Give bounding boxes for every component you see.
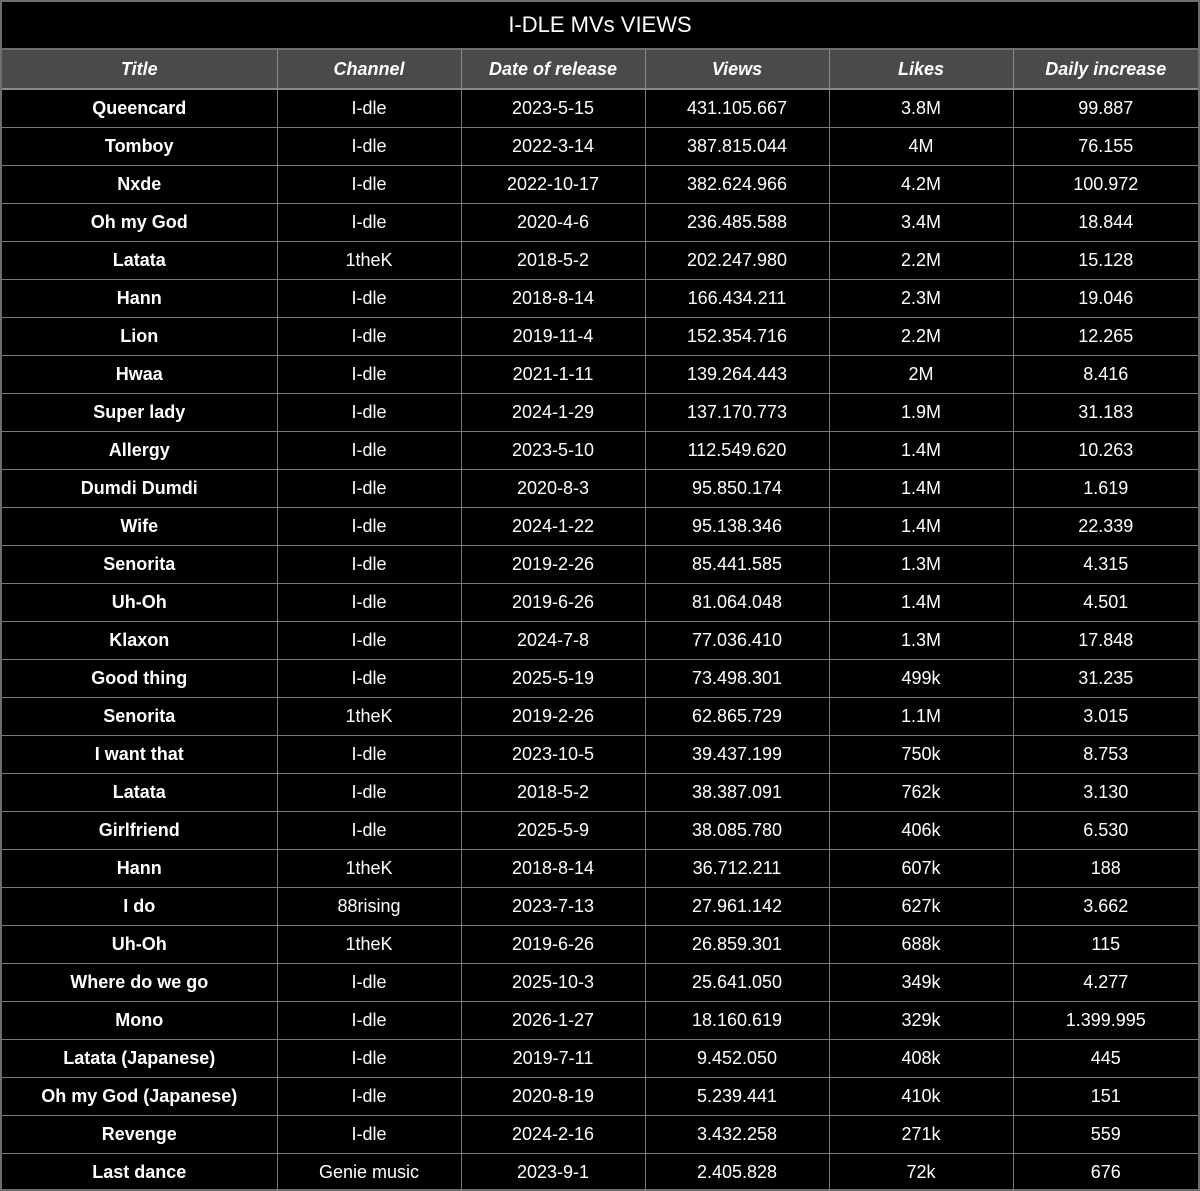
date-cell: 2019-2-26 — [461, 546, 645, 584]
channel-cell: I-dle — [277, 1116, 461, 1154]
channel-cell: I-dle — [277, 660, 461, 698]
views-cell: 382.624.966 — [645, 166, 829, 204]
views-cell: 387.815.044 — [645, 128, 829, 166]
daily-increase-cell: 4.277 — [1013, 964, 1198, 1002]
views-cell: 166.434.211 — [645, 280, 829, 318]
title-cell: Latata — [2, 774, 277, 812]
daily-increase-cell: 4.501 — [1013, 584, 1198, 622]
likes-cell: 1.1M — [829, 698, 1013, 736]
title-cell: Uh-Oh — [2, 926, 277, 964]
channel-cell: 88rising — [277, 888, 461, 926]
channel-cell: I-dle — [277, 1078, 461, 1116]
views-cell: 18.160.619 — [645, 1002, 829, 1040]
views-cell: 3.432.258 — [645, 1116, 829, 1154]
likes-cell: 4.2M — [829, 166, 1013, 204]
daily-increase-cell: 559 — [1013, 1116, 1198, 1154]
date-cell: 2018-5-2 — [461, 774, 645, 812]
views-cell: 39.437.199 — [645, 736, 829, 774]
date-cell: 2023-5-15 — [461, 89, 645, 128]
table-row — [2, 280, 1198, 318]
daily-increase-cell: 76.155 — [1013, 128, 1198, 166]
title-cell: Last dance — [2, 1154, 277, 1191]
likes-cell: 271k — [829, 1116, 1013, 1154]
daily-increase-cell: 188 — [1013, 850, 1198, 888]
likes-cell: 410k — [829, 1078, 1013, 1116]
daily-increase-cell: 17.848 — [1013, 622, 1198, 660]
views-cell: 139.264.443 — [645, 356, 829, 394]
daily-increase-cell: 1.399.995 — [1013, 1002, 1198, 1040]
views-cell: 27.961.142 — [645, 888, 829, 926]
title-cell: Klaxon — [2, 622, 277, 660]
date-cell: 2026-1-27 — [461, 1002, 645, 1040]
title-cell: Revenge — [2, 1116, 277, 1154]
likes-cell: 1.4M — [829, 584, 1013, 622]
column-header-views: Views — [645, 50, 829, 89]
date-cell: 2023-10-5 — [461, 736, 645, 774]
likes-cell: 1.4M — [829, 508, 1013, 546]
title-cell: I want that — [2, 736, 277, 774]
likes-cell: 408k — [829, 1040, 1013, 1078]
table-row — [2, 432, 1198, 470]
table-row — [2, 850, 1198, 888]
likes-cell: 2.2M — [829, 318, 1013, 356]
channel-cell: I-dle — [277, 280, 461, 318]
title-cell: Oh my God (Japanese) — [2, 1078, 277, 1116]
channel-cell: I-dle — [277, 356, 461, 394]
table-row — [2, 128, 1198, 166]
table-row — [2, 166, 1198, 204]
daily-increase-cell: 19.046 — [1013, 280, 1198, 318]
title-cell: Mono — [2, 1002, 277, 1040]
channel-cell: I-dle — [277, 1040, 461, 1078]
likes-cell: 1.4M — [829, 470, 1013, 508]
title-cell: Uh-Oh — [2, 584, 277, 622]
title-cell: Hann — [2, 280, 277, 318]
table-row — [2, 1040, 1198, 1078]
column-header-daily-increase: Daily increase — [1013, 50, 1198, 89]
date-cell: 2024-2-16 — [461, 1116, 645, 1154]
daily-increase-cell: 6.530 — [1013, 812, 1198, 850]
likes-cell: 688k — [829, 926, 1013, 964]
channel-cell: I-dle — [277, 166, 461, 204]
likes-cell: 2.2M — [829, 242, 1013, 280]
title-cell: Good thing — [2, 660, 277, 698]
table-row — [2, 926, 1198, 964]
views-cell: 5.239.441 — [645, 1078, 829, 1116]
likes-cell: 750k — [829, 736, 1013, 774]
views-cell: 2.405.828 — [645, 1154, 829, 1191]
views-cell: 26.859.301 — [645, 926, 829, 964]
daily-increase-cell: 31.235 — [1013, 660, 1198, 698]
date-cell: 2019-11-4 — [461, 318, 645, 356]
title-cell: Where do we go — [2, 964, 277, 1002]
daily-increase-cell: 15.128 — [1013, 242, 1198, 280]
channel-cell: Genie music — [277, 1154, 461, 1191]
title-cell: Girlfriend — [2, 812, 277, 850]
date-cell: 2020-8-19 — [461, 1078, 645, 1116]
table-row — [2, 964, 1198, 1002]
date-cell: 2018-8-14 — [461, 280, 645, 318]
date-cell: 2022-10-17 — [461, 166, 645, 204]
title-cell: Wife — [2, 508, 277, 546]
daily-increase-cell: 676 — [1090, 1162, 1121, 1182]
table-row — [2, 736, 1198, 774]
date-cell: 2018-5-2 — [461, 242, 645, 280]
table-row — [2, 1078, 1198, 1116]
date-cell: 2018-8-14 — [461, 850, 645, 888]
table-row — [2, 1002, 1198, 1040]
views-cell: 81.064.048 — [645, 584, 829, 622]
title-cell: Latata — [2, 242, 277, 280]
date-cell: 2023-7-13 — [461, 888, 645, 926]
column-header-likes: Likes — [829, 50, 1013, 89]
likes-cell: 2M — [829, 356, 1013, 394]
daily-increase-cell: 1.619 — [1013, 470, 1198, 508]
table-row — [2, 698, 1198, 736]
table-row — [2, 546, 1198, 584]
channel-cell: I-dle — [277, 432, 461, 470]
likes-cell: 72k — [829, 1154, 1013, 1191]
daily-increase-cell: 445 — [1013, 1040, 1198, 1078]
table-row — [2, 470, 1198, 508]
views-cell: 152.354.716 — [645, 318, 829, 356]
views-cell: 202.247.980 — [645, 242, 829, 280]
views-cell: 95.850.174 — [645, 470, 829, 508]
views-cell: 62.865.729 — [645, 698, 829, 736]
channel-cell: I-dle — [277, 584, 461, 622]
date-cell: 2025-10-3 — [461, 964, 645, 1002]
header-row — [2, 50, 1198, 89]
views-cell: 36.712.211 — [645, 850, 829, 888]
column-header-channel: Channel — [277, 50, 461, 89]
title-cell: Nxde — [2, 166, 277, 204]
likes-cell: 607k — [829, 850, 1013, 888]
table-row — [2, 1116, 1198, 1154]
daily-increase-cell: 151 — [1013, 1078, 1198, 1116]
likes-cell: 2.3M — [829, 280, 1013, 318]
likes-cell: 499k — [829, 660, 1013, 698]
views-cell: 112.549.620 — [645, 432, 829, 470]
mv-views-table — [2, 50, 1198, 1191]
daily-increase-cell: 3.130 — [1013, 774, 1198, 812]
date-cell: 2020-8-3 — [461, 470, 645, 508]
channel-cell: I-dle — [277, 546, 461, 584]
title-cell: Lion — [2, 318, 277, 356]
likes-cell: 1.4M — [829, 432, 1013, 470]
table-row — [2, 622, 1198, 660]
channel-cell: I-dle — [277, 394, 461, 432]
date-cell: 2025-5-9 — [461, 812, 645, 850]
table-row — [2, 394, 1198, 432]
channel-cell: I-dle — [277, 1002, 461, 1040]
channel-cell: I-dle — [277, 736, 461, 774]
likes-cell: 3.8M — [829, 89, 1013, 128]
title-cell: Allergy — [2, 432, 277, 470]
title-cell: Latata (Japanese) — [2, 1040, 277, 1078]
views-cell: 73.498.301 — [645, 660, 829, 698]
likes-cell: 406k — [829, 812, 1013, 850]
views-cell: 38.387.091 — [645, 774, 829, 812]
daily-increase-cell: 18.844 — [1013, 204, 1198, 242]
likes-cell: 4M — [829, 128, 1013, 166]
title-cell: Tomboy — [2, 128, 277, 166]
channel-cell: I-dle — [277, 128, 461, 166]
likes-cell: 329k — [829, 1002, 1013, 1040]
channel-cell: I-dle — [277, 204, 461, 242]
channel-cell: I-dle — [277, 812, 461, 850]
views-cell: 38.085.780 — [645, 812, 829, 850]
daily-increase-cell: 115 — [1013, 926, 1198, 964]
date-cell: 2025-5-19 — [461, 660, 645, 698]
table-row — [2, 660, 1198, 698]
daily-increase-cell: 3.662 — [1013, 888, 1198, 926]
table-row — [2, 584, 1198, 622]
views-cell: 85.441.585 — [645, 546, 829, 584]
views-cell: 9.452.050 — [645, 1040, 829, 1078]
date-cell: 2024-7-8 — [461, 622, 645, 660]
channel-cell: 1theK — [277, 698, 461, 736]
table-row — [2, 89, 1198, 128]
table-row — [2, 774, 1198, 812]
table-row — [2, 204, 1198, 242]
title-cell: Hwaa — [2, 356, 277, 394]
table-body — [2, 89, 1198, 1191]
channel-cell: I-dle — [277, 774, 461, 812]
daily-increase-cell: 31.183 — [1013, 394, 1198, 432]
column-header-date: Date of release — [461, 50, 645, 89]
daily-increase-cell: 100.972 — [1013, 166, 1198, 204]
table-row — [2, 242, 1198, 280]
likes-cell: 1.3M — [829, 546, 1013, 584]
date-cell: 2023-5-10 — [461, 432, 645, 470]
date-cell: 2024-1-29 — [461, 394, 645, 432]
daily-increase-cell: 99.887 — [1013, 89, 1198, 128]
title-cell: Senorita — [2, 698, 277, 736]
daily-increase-cell: 8.416 — [1013, 356, 1198, 394]
date-cell: 2019-6-26 — [461, 584, 645, 622]
date-cell: 2019-2-26 — [461, 698, 645, 736]
likes-cell: 3.4M — [829, 204, 1013, 242]
channel-cell: 1theK — [277, 850, 461, 888]
views-cell: 431.105.667 — [645, 89, 829, 128]
channel-cell: 1theK — [277, 242, 461, 280]
title-cell: Senorita — [2, 546, 277, 584]
title-cell: Super lady — [2, 394, 277, 432]
channel-cell: I-dle — [277, 964, 461, 1002]
channel-cell: I-dle — [277, 89, 461, 128]
channel-cell: I-dle — [277, 622, 461, 660]
table-header — [2, 50, 1198, 89]
table-title: I-DLE MVs VIEWS — [2, 2, 1198, 50]
date-cell: 2024-1-22 — [461, 508, 645, 546]
table-row — [2, 508, 1198, 546]
daily-increase-cell: 8.753 — [1013, 736, 1198, 774]
channel-cell: I-dle — [277, 470, 461, 508]
daily-increase-cell: 12.265 — [1013, 318, 1198, 356]
date-cell: 2022-3-14 — [461, 128, 645, 166]
title-cell: Oh my God — [2, 204, 277, 242]
likes-cell: 627k — [829, 888, 1013, 926]
daily-increase-cell: 22.339 — [1013, 508, 1198, 546]
channel-cell: I-dle — [277, 318, 461, 356]
table-row — [2, 356, 1198, 394]
table-row — [2, 812, 1198, 850]
views-cell: 77.036.410 — [645, 622, 829, 660]
daily-increase-cell: 4.315 — [1013, 546, 1198, 584]
title-cell: Queencard — [2, 89, 277, 128]
table-row — [2, 1154, 1198, 1191]
date-cell: 2023-9-1 — [461, 1154, 645, 1191]
likes-cell: 1.9M — [829, 394, 1013, 432]
title-cell: I do — [2, 888, 277, 926]
views-cell: 137.170.773 — [645, 394, 829, 432]
table-row — [2, 888, 1198, 926]
likes-cell: 762k — [829, 774, 1013, 812]
channel-cell: I-dle — [277, 508, 461, 546]
views-cell: 25.641.050 — [645, 964, 829, 1002]
date-cell: 2020-4-6 — [461, 204, 645, 242]
table-row — [2, 318, 1198, 356]
title-cell: Hann — [2, 850, 277, 888]
daily-increase-cell: 10.263 — [1013, 432, 1198, 470]
date-cell: 2019-6-26 — [461, 926, 645, 964]
likes-cell: 349k — [829, 964, 1013, 1002]
views-cell: 236.485.588 — [645, 204, 829, 242]
likes-cell: 1.3M — [829, 622, 1013, 660]
channel-cell: 1theK — [277, 926, 461, 964]
date-cell: 2019-7-11 — [461, 1040, 645, 1078]
date-cell: 2021-1-11 — [461, 356, 645, 394]
views-cell: 95.138.346 — [645, 508, 829, 546]
column-header-title: Title — [2, 50, 277, 89]
daily-increase-cell: 3.015 — [1013, 698, 1198, 736]
title-cell: Dumdi Dumdi — [2, 470, 277, 508]
